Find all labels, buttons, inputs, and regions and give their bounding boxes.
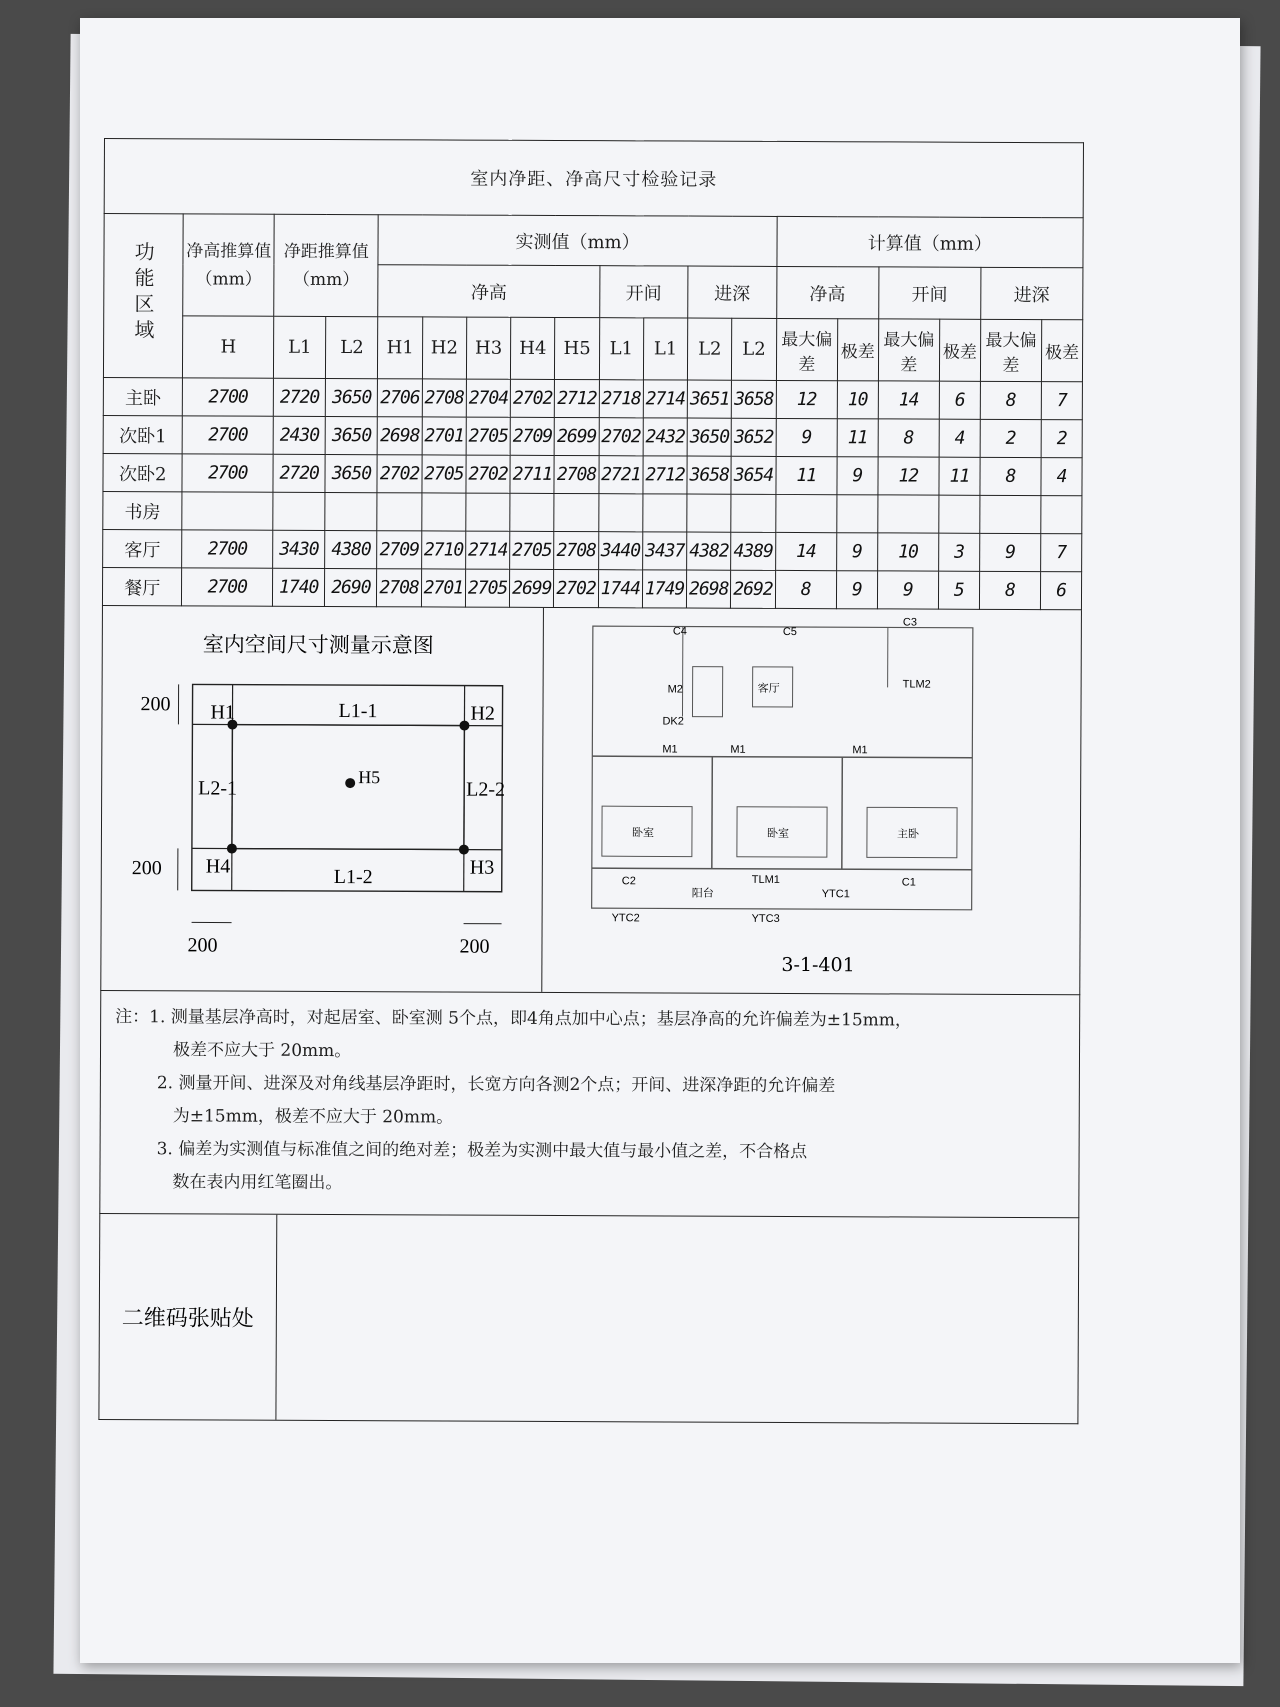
computed-bay: 开间 xyxy=(878,267,980,319)
value-cell: 2708 xyxy=(554,531,598,569)
value-cell: 2718 xyxy=(599,380,643,418)
plan-label: DK2 xyxy=(662,715,684,728)
sub-header: L1 xyxy=(643,318,688,380)
value-cell: 2714 xyxy=(466,531,510,569)
value-cell xyxy=(325,492,377,530)
note-3-cont: 数在表内用红笔圈出。 xyxy=(172,1172,343,1194)
sub-header: H2 xyxy=(422,317,467,379)
value-cell: 2702 xyxy=(554,569,598,607)
value-cell xyxy=(1041,496,1082,534)
value-cell: 12 xyxy=(776,380,837,418)
value-cell: 9 xyxy=(836,571,877,609)
plan-label: C3 xyxy=(902,616,917,629)
value-cell: 14 xyxy=(878,381,939,419)
note-3: 3. 偏差为实测值与标准值之间的绝对差；极差为实测中最大值与最小值之差，不合格点 xyxy=(156,1139,808,1163)
value-cell xyxy=(687,494,731,532)
dim-bottom: 200 xyxy=(131,857,162,880)
area-cell: 餐厅 xyxy=(102,567,182,605)
label-l12: L1-2 xyxy=(333,866,373,889)
value-cell xyxy=(182,492,273,530)
plan-label: M1 xyxy=(852,744,868,757)
value-cell: 4 xyxy=(939,419,980,457)
plan-label: 卧室 xyxy=(631,827,654,840)
area-cell: 客厅 xyxy=(103,529,183,567)
table-row xyxy=(103,529,1082,571)
value-cell: 2709 xyxy=(510,417,554,455)
value-cell: 3 xyxy=(939,533,980,571)
label-l21: L2-1 xyxy=(198,777,238,800)
value-cell: 1749 xyxy=(642,570,686,608)
value-cell xyxy=(939,495,980,533)
value-cell: 2721 xyxy=(599,456,643,494)
value-cell: 2720 xyxy=(273,378,325,416)
section-divider xyxy=(541,608,544,992)
value-cell: 9 xyxy=(837,457,878,495)
value-cell: 2712 xyxy=(643,456,687,494)
max-dev-header: 最大偏差 xyxy=(776,318,838,380)
form-title: 室内净距、净高尺寸检验记录 xyxy=(104,139,1083,218)
table-row xyxy=(103,453,1082,495)
value-cell: 8 xyxy=(980,457,1041,495)
dim-left: 200 xyxy=(187,934,218,957)
plan-label: C1 xyxy=(901,876,916,889)
qr-section xyxy=(98,1214,1079,1424)
computed-net-height: 净高 xyxy=(776,266,878,318)
value-cell: 3654 xyxy=(731,456,775,494)
value-cell: 2708 xyxy=(422,379,466,417)
value-cell: 3440 xyxy=(598,532,642,570)
value-cell: 3437 xyxy=(642,532,686,570)
computed-header: 计算值（mm） xyxy=(777,216,1084,267)
value-cell xyxy=(421,493,465,531)
note-1: 注：1. 测量基层净高时，对起居室、卧室测 5个点，即4角点加中心点；基层净高的允许偏差为±15mm， xyxy=(115,1007,912,1031)
measured-bay: 开间 xyxy=(599,266,688,318)
dim-top: 200 xyxy=(140,693,171,716)
value-cell: 2699 xyxy=(555,417,599,455)
plan-label: TLM2 xyxy=(902,678,931,691)
value-cell: 5 xyxy=(938,571,979,609)
value-cell: 2720 xyxy=(273,454,325,492)
value-cell: 2701 xyxy=(422,417,466,455)
value-cell: 2705 xyxy=(466,417,510,455)
table-row xyxy=(102,567,1081,609)
plan-label: 主卧 xyxy=(896,828,919,841)
label-h3: H3 xyxy=(469,856,495,879)
h-calc-header: 净高推算值（mm） xyxy=(183,214,274,316)
plan-label: YTC1 xyxy=(821,888,850,901)
value-cell: 2700 xyxy=(182,568,273,606)
area-cell: 次卧2 xyxy=(103,453,183,491)
measurement-diagram xyxy=(101,646,522,988)
note-2: 2. 测量开间、进深及对角线基层净距时，长宽方向各测2个点；开间、进深净距的允许偏差 xyxy=(156,1073,836,1097)
value-cell: 4 xyxy=(1041,458,1082,496)
value-cell xyxy=(877,495,938,533)
value-cell: 2709 xyxy=(377,531,421,569)
value-cell: 2711 xyxy=(510,455,554,493)
area-cell: 书房 xyxy=(103,491,183,529)
value-cell: 2702 xyxy=(377,455,421,493)
value-cell: 2702 xyxy=(466,455,510,493)
measured-net-height: 净高 xyxy=(378,265,599,318)
area-header: 功能区域 xyxy=(103,214,183,378)
max-dev-header: 最大偏差 xyxy=(878,319,940,381)
sub-header: H5 xyxy=(555,317,600,379)
measured-depth: 进深 xyxy=(688,266,777,318)
diagram-title: 室内空间尺寸测量示意图 xyxy=(202,632,434,658)
value-cell: 8 xyxy=(979,571,1040,609)
value-cell: 2699 xyxy=(510,569,554,607)
value-cell: 4389 xyxy=(731,532,775,570)
value-cell: 2702 xyxy=(510,379,554,417)
value-cell: 2705 xyxy=(510,531,554,569)
sub-header: L1 xyxy=(599,318,644,380)
value-cell: 2690 xyxy=(325,568,377,606)
value-cell xyxy=(554,493,598,531)
table-row xyxy=(103,415,1082,457)
value-cell xyxy=(598,494,642,532)
value-cell xyxy=(643,494,687,532)
value-cell: 2714 xyxy=(643,380,687,418)
value-cell: 2700 xyxy=(183,378,274,416)
plan-label: YTC2 xyxy=(611,912,640,925)
label-h5: H5 xyxy=(358,767,381,788)
point-h5 xyxy=(345,778,355,788)
value-cell: 3658 xyxy=(732,380,776,418)
value-cell: 4380 xyxy=(325,530,377,568)
sub-header: H4 xyxy=(511,317,556,379)
value-cell: 9 xyxy=(776,418,837,456)
value-cell: 2 xyxy=(980,419,1041,457)
value-cell: 2712 xyxy=(555,379,599,417)
value-cell: 8 xyxy=(775,570,836,608)
value-cell: 6 xyxy=(1040,572,1081,610)
value-cell: 9 xyxy=(979,533,1040,571)
value-cell: 2700 xyxy=(183,416,274,454)
value-cell: 2430 xyxy=(273,416,325,454)
range-header: 极差 xyxy=(939,319,980,381)
value-cell: 2698 xyxy=(687,570,731,608)
value-cell: 2705 xyxy=(465,569,509,607)
value-cell: 2700 xyxy=(182,530,273,568)
inspection-form xyxy=(98,138,1084,1442)
value-cell: 1744 xyxy=(598,570,642,608)
point-h2 xyxy=(459,721,469,731)
value-cell: 3650 xyxy=(325,454,377,492)
value-cell: 2698 xyxy=(378,417,422,455)
value-cell xyxy=(775,494,836,532)
value-cell: 11 xyxy=(939,457,980,495)
value-cell: 3658 xyxy=(687,456,731,494)
sub-header: L2 xyxy=(688,318,733,380)
value-cell xyxy=(377,493,421,531)
value-cell: 2432 xyxy=(643,418,687,456)
value-cell: 12 xyxy=(878,457,939,495)
value-cell: 7 xyxy=(1041,534,1082,572)
value-cell: 3650 xyxy=(326,378,378,416)
plan-label: M1 xyxy=(730,743,746,756)
area-cell: 次卧1 xyxy=(103,415,183,453)
plan-label: M1 xyxy=(662,743,678,756)
max-dev-header: 最大偏差 xyxy=(980,319,1042,381)
value-cell: 9 xyxy=(877,571,938,609)
value-cell: 2708 xyxy=(554,455,598,493)
sub-header: H1 xyxy=(378,317,423,379)
value-cell: 3650 xyxy=(687,418,731,456)
computed-depth: 进深 xyxy=(980,267,1082,319)
plan-caption: 3-1-401 xyxy=(781,953,855,977)
table-row xyxy=(103,377,1082,419)
value-cell xyxy=(510,493,554,531)
value-cell: 2705 xyxy=(422,455,466,493)
value-cell: 8 xyxy=(878,419,939,457)
point-h4 xyxy=(227,844,237,854)
label-h4: H4 xyxy=(205,855,231,878)
range-header: 极差 xyxy=(837,319,878,381)
value-cell: 11 xyxy=(837,419,878,457)
plan-label: 客厅 xyxy=(757,682,780,695)
value-cell: 3651 xyxy=(687,380,731,418)
point-h3 xyxy=(459,845,469,855)
plan-label: TLM1 xyxy=(751,873,780,886)
plan-label: 阳台 xyxy=(691,887,714,900)
value-cell: 2701 xyxy=(421,569,465,607)
plan-label: M2 xyxy=(667,683,683,696)
notes xyxy=(99,991,1080,1218)
value-cell: 3430 xyxy=(273,530,325,568)
diagram-section xyxy=(100,606,1082,995)
value-cell: 1740 xyxy=(273,568,325,606)
value-cell: 8 xyxy=(980,381,1041,419)
value-cell: 2700 xyxy=(182,454,273,492)
sub-header: L1 xyxy=(274,316,326,378)
qr-label: 二维码张贴处 xyxy=(99,1214,277,1420)
plan-label: 卧室 xyxy=(766,827,789,840)
value-cell: 2 xyxy=(1041,420,1082,458)
record-table xyxy=(102,138,1084,610)
table-row xyxy=(103,491,1082,533)
l-calc-header: 净距推算值（mm） xyxy=(274,214,379,316)
value-cell: 9 xyxy=(836,533,877,571)
plan-label: YTC3 xyxy=(751,912,780,925)
value-cell: 14 xyxy=(775,532,836,570)
plan-label: C2 xyxy=(621,875,636,888)
value-cell: 3650 xyxy=(325,416,377,454)
label-h2: H2 xyxy=(470,702,495,725)
value-cell xyxy=(980,495,1041,533)
value-cell xyxy=(273,492,325,530)
value-cell: 10 xyxy=(877,533,938,571)
sub-header: L2 xyxy=(732,318,777,380)
sub-header: H xyxy=(183,316,274,378)
value-cell: 3652 xyxy=(731,418,775,456)
value-cell: 2710 xyxy=(421,531,465,569)
dim-right: 200 xyxy=(459,935,490,958)
plan-label: C5 xyxy=(782,625,797,639)
value-cell: 2702 xyxy=(599,418,643,456)
label-h1: H1 xyxy=(210,701,235,724)
value-cell: 10 xyxy=(837,381,878,419)
floor-plan xyxy=(552,616,993,938)
value-cell: 2708 xyxy=(377,569,421,607)
note-1-cont: 极差不应大于 20mm。 xyxy=(172,1040,352,1062)
value-cell xyxy=(731,494,775,532)
value-cell: 2692 xyxy=(731,570,775,608)
note-2-cont: 为±15mm，极差不应大于 20mm。 xyxy=(172,1106,454,1128)
sub-header: L2 xyxy=(326,316,378,378)
value-cell: 6 xyxy=(939,381,980,419)
value-cell: 7 xyxy=(1041,382,1082,420)
area-cell: 主卧 xyxy=(103,377,183,415)
label-l22: L2-2 xyxy=(466,778,506,801)
range-header: 极差 xyxy=(1041,320,1082,382)
value-cell: 4382 xyxy=(687,532,731,570)
plan-label: C4 xyxy=(672,625,687,638)
sub-header: H3 xyxy=(466,317,511,379)
value-cell: 2704 xyxy=(466,379,510,417)
value-cell xyxy=(837,495,878,533)
value-cell xyxy=(466,493,510,531)
measured-header: 实测值（mm） xyxy=(378,215,776,267)
value-cell: 2706 xyxy=(378,379,422,417)
value-cell: 11 xyxy=(776,456,837,494)
label-l11: L1-1 xyxy=(338,700,378,723)
